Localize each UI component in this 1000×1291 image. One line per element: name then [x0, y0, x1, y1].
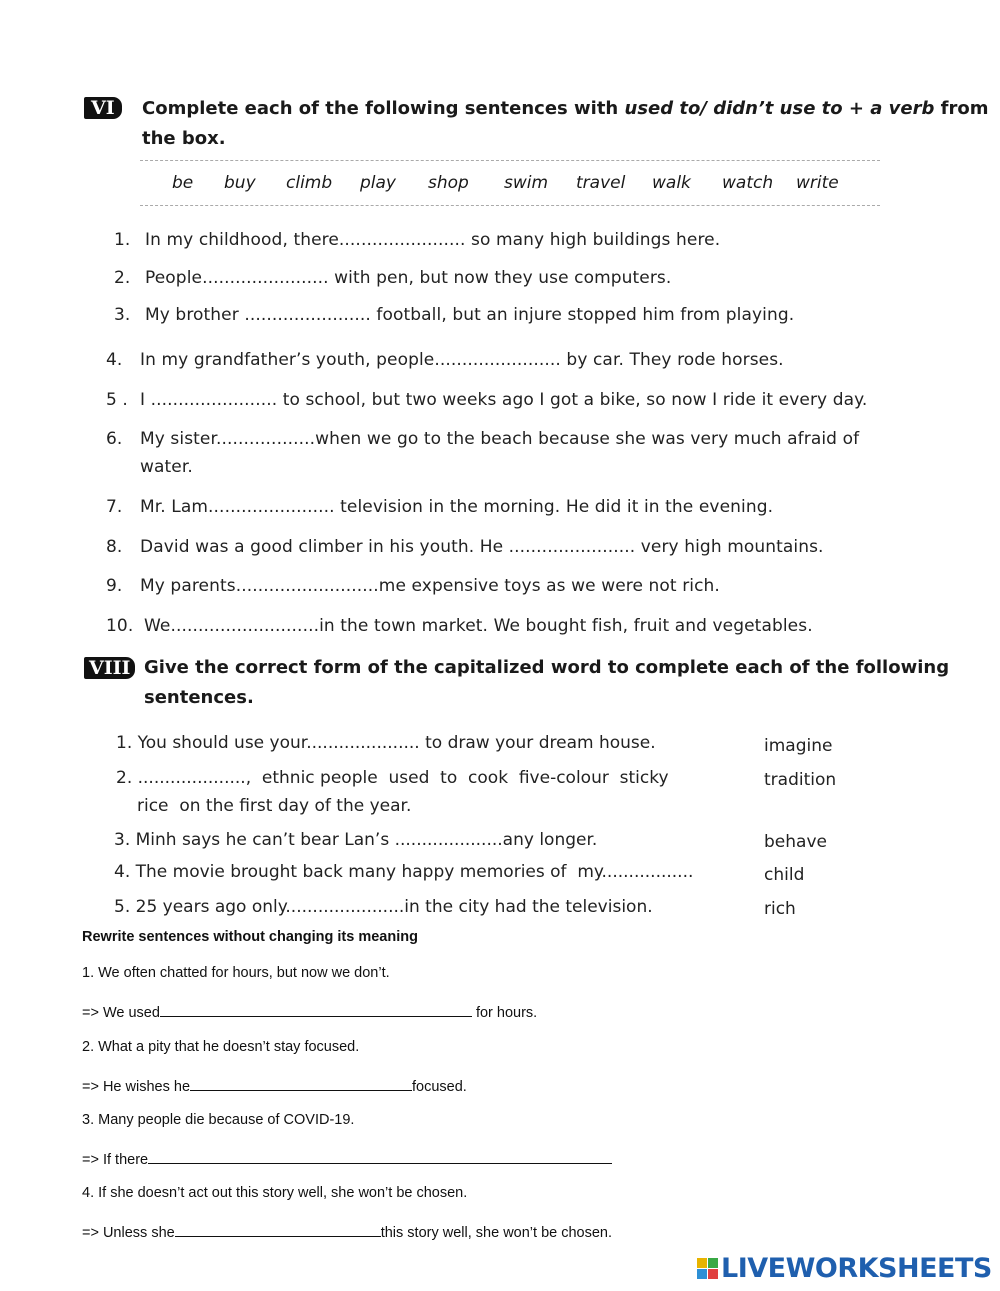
- exercise-item: [106, 429, 859, 449]
- rewrite-answer-row: [82, 1222, 612, 1241]
- exercise-item: [114, 230, 720, 250]
- section-badge-vi: VI: [84, 97, 122, 119]
- item-text: Mr. Lam....................... television in the morning. He did it in the evening.: [140, 497, 774, 517]
- rewrite-question: 4. If she doesn’t act out this story well, she won’t be chosen.: [82, 1185, 468, 1201]
- section-vi-heading: [142, 94, 989, 124]
- word-box-item: watch: [722, 173, 774, 193]
- exercise-item: [106, 350, 784, 370]
- item-number: 10.: [106, 616, 134, 636]
- item-number: 9.: [106, 576, 123, 596]
- logo-text: LIVEWORKSHEETS: [721, 1253, 992, 1284]
- exercise-item: [106, 616, 813, 636]
- answer-prefix: => He wishes he: [82, 1079, 191, 1095]
- section-viii-heading-line2: sentences.: [144, 687, 254, 708]
- rewrite-question: 2. What a pity that he doesn’t stay focused.: [82, 1039, 360, 1055]
- item-text: People....................... with pen, but now they use computers.: [145, 268, 672, 288]
- word-box-item: buy: [224, 173, 256, 193]
- item-number: 3.: [114, 305, 131, 325]
- word-box-item: swim: [504, 173, 549, 193]
- exercise-item: [114, 305, 794, 325]
- rewrite-answer-row: [82, 1149, 612, 1168]
- item-number: 4.: [106, 350, 123, 370]
- word-box-item: walk: [652, 173, 691, 193]
- capitalized-word: child: [764, 865, 805, 885]
- capitalized-word: imagine: [764, 736, 833, 756]
- word-form-item-continuation: rice on the first day of the year.: [137, 796, 412, 816]
- exercise-item: [114, 268, 671, 288]
- item-text: We...........................in the town market. We bought fish, fruit and vegetables.: [144, 616, 813, 636]
- answer-blank[interactable]: [148, 1149, 612, 1164]
- item-number: 5 .: [106, 390, 128, 410]
- item-text: water.: [140, 457, 193, 477]
- answer-suffix: focused.: [412, 1079, 467, 1095]
- word-box-item: be: [172, 173, 194, 193]
- word-box: [140, 160, 880, 206]
- heading-text: Complete each of the following sentences with: [142, 98, 625, 119]
- answer-prefix: => Unless she: [82, 1225, 175, 1241]
- answer-prefix: => We used: [82, 1005, 160, 1021]
- rewrite-question: 1. We often chatted for hours, but now we don’t.: [82, 965, 390, 981]
- rewrite-answer-row: [82, 1002, 537, 1021]
- heading-emphasis: used to/ didn’t use to + a verb: [624, 98, 935, 119]
- word-form-item: 2. ...................., ethnic people used to cook five-colour sticky: [116, 768, 669, 788]
- exercise-item: [106, 537, 824, 557]
- exercise-item: [106, 576, 720, 596]
- item-number: 8.: [106, 537, 123, 557]
- rewrite-answer-row: [82, 1076, 467, 1095]
- word-form-item: 5. 25 years ago only......................in the city had the television.: [114, 897, 653, 917]
- answer-prefix: => If there: [82, 1152, 149, 1168]
- section-vi-heading-line2: the box.: [142, 128, 226, 149]
- item-text: My parents..........................me expensive toys as we were not rich.: [140, 576, 720, 596]
- answer-suffix: this story well, she won’t be chosen.: [380, 1225, 613, 1241]
- word-form-item: 4. The movie brought back many happy memories of my.................: [114, 862, 694, 882]
- word-box-item: travel: [576, 173, 626, 193]
- answer-suffix: for hours.: [471, 1005, 538, 1021]
- item-number: 2.: [114, 268, 131, 288]
- capitalized-word: tradition: [764, 770, 837, 790]
- item-text: My brother ....................... football, but an injure stopped him from playing.: [145, 305, 795, 325]
- word-form-item: 1. You should use your..................... to draw your dream house.: [116, 733, 656, 753]
- item-text: In my grandfather’s youth, people....................... by car. They rode horses.: [140, 350, 784, 370]
- item-number: 6.: [106, 429, 123, 449]
- word-box-item: climb: [286, 173, 333, 193]
- heading-text-end: from: [934, 98, 989, 119]
- section-badge-viii: VIII: [84, 657, 135, 679]
- capitalized-word: rich: [764, 899, 796, 919]
- item-text: David was a good climber in his youth. He ....................... very high mountains.: [140, 537, 824, 557]
- word-box-item: write: [796, 173, 839, 193]
- item-number: 1.: [114, 230, 131, 250]
- answer-blank[interactable]: [160, 1002, 472, 1017]
- exercise-item: [106, 390, 867, 410]
- rewrite-title: Rewrite sentences without changing its meaning: [82, 929, 418, 945]
- word-form-item: 3. Minh says he can’t bear Lan’s ....................any longer.: [114, 830, 598, 850]
- word-box-item: shop: [428, 173, 469, 193]
- exercise-item-continuation: [140, 457, 193, 477]
- capitalized-word: behave: [764, 832, 827, 852]
- exercise-item: [106, 497, 773, 517]
- answer-blank[interactable]: [175, 1222, 381, 1237]
- item-text: My sister..................when we go to the beach because she was very much afraid of: [140, 429, 860, 449]
- word-box-item: play: [360, 173, 396, 193]
- section-viii-heading: Give the correct form of the capitalized word to complete each of the following: [144, 657, 950, 678]
- rewrite-question: 3. Many people die because of COVID-19.: [82, 1112, 355, 1128]
- answer-blank[interactable]: [190, 1076, 412, 1091]
- item-text: I ....................... to school, but two weeks ago I got a bike, so now I ride it every day.: [140, 390, 868, 410]
- item-text: In my childhood, there....................... so many high buildings here.: [145, 230, 721, 250]
- item-number: 7.: [106, 497, 123, 517]
